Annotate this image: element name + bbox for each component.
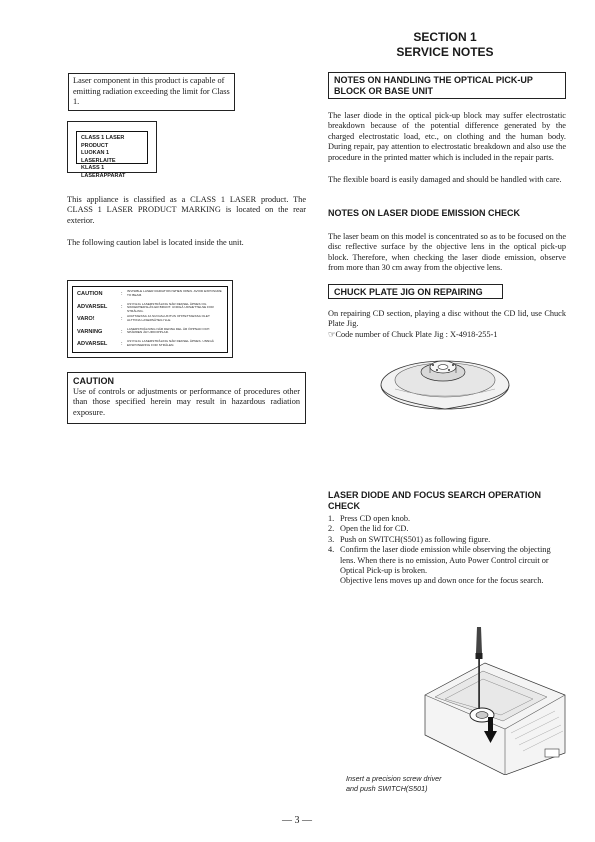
caution-label-text: USYNLIG LASERSTRÅLING NÅR DEKSEL ÅPNES. UNNGÅ EKSPONERING FOR STRÅLEN. (127, 339, 214, 347)
laser-component-note: Laser component in this product is capable of emitting radiation exceeding the limit for Class 1. (68, 73, 235, 111)
step-text: Press CD open knob. (340, 514, 411, 523)
step-text: Push on SWITCH(S501) as following figure. (340, 534, 491, 544)
section-number: SECTION 1 (413, 30, 477, 44)
class-label-line: LUOKAN 1 LASERLAITE (81, 150, 116, 164)
figure-caption-line: and push SWITCH(S501) (346, 784, 428, 793)
caution-label-text: INVISIBLE LASER RADIATION WHEN OPEN. AVOID EXPOSURE TO BEAM. (127, 289, 222, 297)
caution-label-row: VARNING : LASERSTRÅLNING NÄR DENNA DEL ÄR ÖPPNAD OCH SPÄRREN ÄR URKOPPLAD. (77, 328, 223, 341)
handling-para-1: The laser diode in the optical pick-up block may suffer electrostatic breakdown because of the potential difference generated by the charged electrostatic load, etc., on clothing and the human body. During repair, pay attention to electrostatic breakdown and also use the procedure in the printed matter which is included in the repair parts. (328, 111, 566, 162)
step-text: Confirm the laser diode emission while observing the objecting lens. When there is no emission, Auto Power Control circuit or Optical Pick-up is broken. Objective lens moves up and down once for the focus search. (340, 545, 551, 586)
caution-box-title: CAUTION (73, 376, 114, 386)
emission-para: The laser beam on this model is concentrated so as to be focused on the disc reflective surface by the objective lens in the optical pick-up block. Therefore, when checking the laser diode emission, observe from more than 30 cm away from the objective lens. (328, 232, 566, 273)
caution-label-word: ADVARSEL (77, 303, 108, 310)
step-number: 2. (328, 524, 335, 534)
figure-caption (346, 774, 526, 794)
step-text: Open the lid for CD. (340, 524, 409, 534)
class-label-line: CLASS 1 LASER PRODUCT (81, 135, 125, 149)
chuck-para: On repairing CD section, playing a disc without the CD lid, use Chuck Plate Jig. (328, 309, 566, 329)
chuck-heading: CHUCK PLATE JIG ON REPAIRING (328, 284, 503, 299)
emission-heading: NOTES ON LASER DIODE EMISSION CHECK (328, 208, 521, 218)
caution-label-row: CAUTION : INVISIBLE LASER RADIATION WHEN OPEN. AVOID EXPOSURE TO BEAM. (77, 289, 222, 297)
classification-text: This appliance is classified as a CLASS 1 LASER product. The CLASS 1 LASER PRODUCT MARKING is located on the rear exterior. (67, 195, 306, 225)
list-item (328, 514, 566, 524)
caution-label-text: LASERSTRÅLNING NÄR DENNA DEL ÄR ÖPPNAD OCH SPÄRREN ÄR URKOPPLAD. (127, 326, 210, 335)
chuck-plate-jig-illustration (375, 345, 515, 415)
caution-label-text: AVATTAESSA JA SUOJALUKITUS OHITETTAESSA OLET ALTTIINA LASERSÄTEILYLLE. (127, 314, 210, 322)
step-number: 1. (328, 514, 335, 523)
page-number: — 3 — (282, 815, 312, 826)
focus-steps (328, 514, 566, 587)
caution-label-row: ADVARSEL : USYNLIG LASERSTRÅLING NÅR DEKSEL ÅPNES. UNNGÅ EKSPONERING FOR STRÅLEN. (77, 340, 223, 352)
step-number: 4. (328, 545, 335, 555)
handling-heading: NOTES ON HANDLING THE OPTICAL PICK-UP BLOCK OR BASE UNIT (328, 72, 566, 99)
caution-label-row: VARO! : AVATTAESSA JA SUOJALUKITUS OHITETTAESSA OLET ALTTIINA LASERSÄTEILYLLE. (77, 315, 223, 328)
caution-label-word: VARO! (77, 316, 95, 322)
caution-label-word: CAUTION (77, 291, 103, 297)
list-item (328, 545, 566, 587)
focus-heading: LASER DIODE AND FOCUS SEARCH OPERATION CHECK (328, 490, 542, 511)
caution-label-intro: The following caution label is located inside the unit. (67, 238, 244, 247)
switch-screwdriver-illustration (415, 625, 570, 775)
step-number: 3. (328, 534, 335, 544)
list-item (328, 535, 566, 545)
caution-box (67, 372, 306, 424)
figure-caption-line: Insert a precision screw driver (346, 774, 442, 783)
caution-box-text: Use of controls or adjustments or performance of procedures other than those specified herein may result in hazardous radiation exposure. (73, 387, 300, 417)
handling-para-2: The flexible board is easily damaged and should be handled with care. (328, 175, 562, 184)
caution-label-row: ADVARSEL : USYNLIG LASERSTRÅLING NÅR DEKSEL ÅPNES OG SIKKERHEDSLÅS ER BRUDT. UNDGÅ UDSÆTTELSE FOR STRÅLING. (77, 303, 223, 316)
caution-label-word: VARNING (77, 328, 103, 335)
list-item (328, 524, 566, 534)
section-title: SERVICE NOTES (396, 45, 494, 59)
caution-label-image (67, 280, 233, 358)
class-1-label-image (67, 121, 157, 179)
class-label-line: KLASS 1 LASERAPPARAT (81, 165, 126, 179)
chuck-code: ☞Code number of Chuck Plate Jig : X-4918-255-1 (328, 330, 498, 339)
caution-label-text: USYNLIG LASERSTRÅLING NÅR DEKSEL ÅPNES OG SIKKERHEDSLÅS ER BRUDT. UNDGÅ UDSÆTTELSE FOR STRÅLING. (127, 301, 214, 313)
caution-label-word: ADVARSEL (77, 341, 108, 347)
